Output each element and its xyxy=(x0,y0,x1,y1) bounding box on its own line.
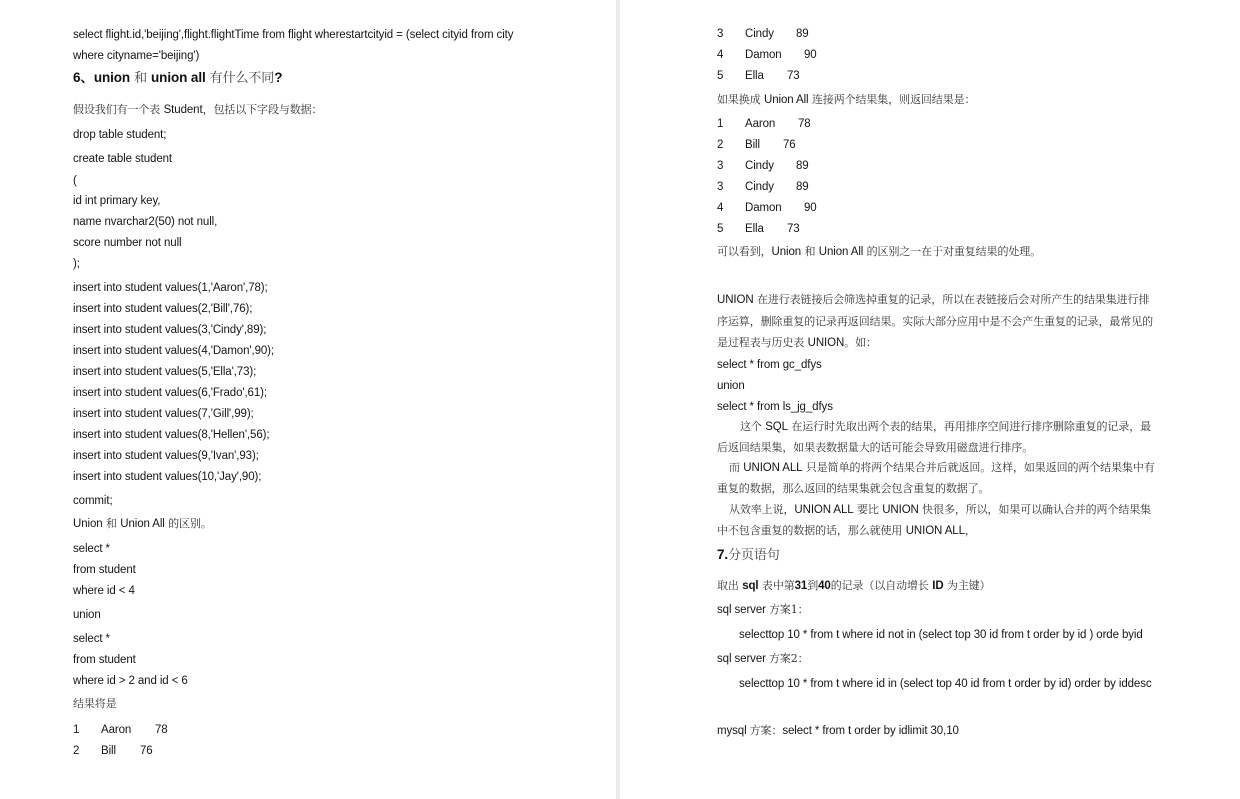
plan1-sql: selecttop 10 * from t where id not in (select top 30 id from t order by id ) orde byid xyxy=(739,629,1143,641)
insert-line: insert into student values(8,'Hellen',56); xyxy=(73,429,270,441)
plan2-label: sql server 方案2： xyxy=(717,652,809,665)
paragraph-line: 从效率上说，UNION ALL 要比 UNION 快很多，所以，如果可以确认合并的两个结果集 xyxy=(729,503,1152,516)
paragraph-line: 后返回结果集，如果表数据量大的话可能会导致用磁盘进行排序。 xyxy=(717,441,1034,454)
paragraph-line: 是过程表与历史表 UNION。如： xyxy=(717,336,877,349)
insert-line: insert into student values(1,'Aaron',78); xyxy=(73,282,268,294)
result-row: 3 Cindy 89 xyxy=(717,28,809,40)
code-line: create table student xyxy=(73,153,173,165)
result-row: 4 Damon 90 xyxy=(717,202,817,214)
code-line: ); xyxy=(73,258,80,270)
text-line: select flight.id,'beijing',flight.flightTime from flight wherestartcityid = (select cityid from city xyxy=(73,29,514,41)
result-label: 结果将是 xyxy=(73,697,117,710)
section-heading-7: 7.分页语句 xyxy=(717,547,780,563)
result-row: 4 Damon 90 xyxy=(717,49,817,61)
code-line: select * from ls_jg_dfys xyxy=(717,401,833,413)
code-line: drop table student; xyxy=(73,129,167,141)
document-page-left xyxy=(0,0,616,799)
result-row: 1 Aaron 78 xyxy=(73,724,168,736)
query-line: from student xyxy=(73,564,136,576)
paragraph-line: 而 UNION ALL 只是简单的将两个结果合并后就返回。这样，如果返回的两个结果集中有 xyxy=(729,461,1155,474)
paging-intro: 取出 sql 表中第31到40的记录（以自动增长 ID 为主键） xyxy=(717,579,991,592)
result-row: 5 Ella 73 xyxy=(717,223,800,235)
insert-line: insert into student values(10,'Jay',90); xyxy=(73,471,262,483)
result-row: 5 Ella 73 xyxy=(717,70,800,82)
result-row: 3 Cindy 89 xyxy=(717,160,809,172)
paragraph-line: 中不包含重复的数据的话，那么就使用 UNION ALL， xyxy=(717,524,976,537)
code-line: score number not null xyxy=(73,237,182,249)
result-row: 2 Bill 76 xyxy=(73,745,153,757)
plan1-label: sql server 方案1： xyxy=(717,603,809,616)
code-line: commit; xyxy=(73,495,113,507)
insert-line: insert into student values(2,'Bill',76); xyxy=(73,303,253,315)
insert-line: insert into student values(9,'Ivan',93); xyxy=(73,450,259,462)
query-line: select * xyxy=(73,633,110,645)
conclusion-line: 可以看到，Union 和 Union All 的区别之一在于对重复结果的处理。 xyxy=(717,245,1042,258)
code-line: select * from gc_dfys xyxy=(717,359,822,371)
result-row: 3 Cindy 89 xyxy=(717,181,809,193)
diff-title: Union 和 Union All 的区别。 xyxy=(73,517,212,530)
query-line: union xyxy=(73,609,101,621)
result-row: 1 Aaron 78 xyxy=(717,118,811,130)
intro-line: 假设我们有一个表 Student，包括以下字段与数据： xyxy=(73,103,323,116)
code-line: ( xyxy=(73,175,77,187)
code-line: union xyxy=(717,380,745,392)
insert-line: insert into student values(5,'Ella',73); xyxy=(73,366,257,378)
code-line: name nvarchar2(50) not null, xyxy=(73,216,218,228)
section-heading-6: 6、union 和 union all 有什么不同? xyxy=(73,70,283,86)
query-line: where id < 4 xyxy=(73,585,135,597)
text-line: where cityname='beijing') xyxy=(73,50,200,62)
insert-line: insert into student values(7,'Gill',99); xyxy=(73,408,254,420)
insert-line: insert into student values(6,'Frado',61); xyxy=(73,387,267,399)
paragraph-line: UNION 在进行表链接后会筛选掉重复的记录，所以在表链接后会对所产生的结果集进行排 xyxy=(717,293,1150,306)
result-row: 2 Bill 76 xyxy=(717,139,796,151)
query-line: select * xyxy=(73,543,110,555)
paragraph-line: 重复的数据，那么返回的结果集就会包含重复的数据了。 xyxy=(717,482,990,495)
query-line: where id > 2 and id < 6 xyxy=(73,675,188,687)
insert-line: insert into student values(3,'Cindy',89); xyxy=(73,324,267,336)
insert-line: insert into student values(4,'Damon',90); xyxy=(73,345,275,357)
union-all-label: 如果换成 Union All 连接两个结果集，则返回结果是： xyxy=(717,93,976,106)
paragraph-line: 序运算，删除重复的记录再返回结果。实际大部分应用中是不会产生重复的记录，最常见的 xyxy=(717,315,1153,328)
mysql-plan: mysql 方案：select * from t order by idlimit 30,10 xyxy=(717,724,959,737)
plan2-sql: selecttop 10 * from t where id in (select top 40 id from t order by id) order by iddesc xyxy=(739,678,1152,690)
paragraph-line: 这个 SQL 在运行时先取出两个表的结果，再用排序空间进行排序删除重复的记录，最 xyxy=(740,420,1152,433)
query-line: from student xyxy=(73,654,136,666)
document-page-right xyxy=(620,0,1240,799)
code-line: id int primary key, xyxy=(73,195,161,207)
